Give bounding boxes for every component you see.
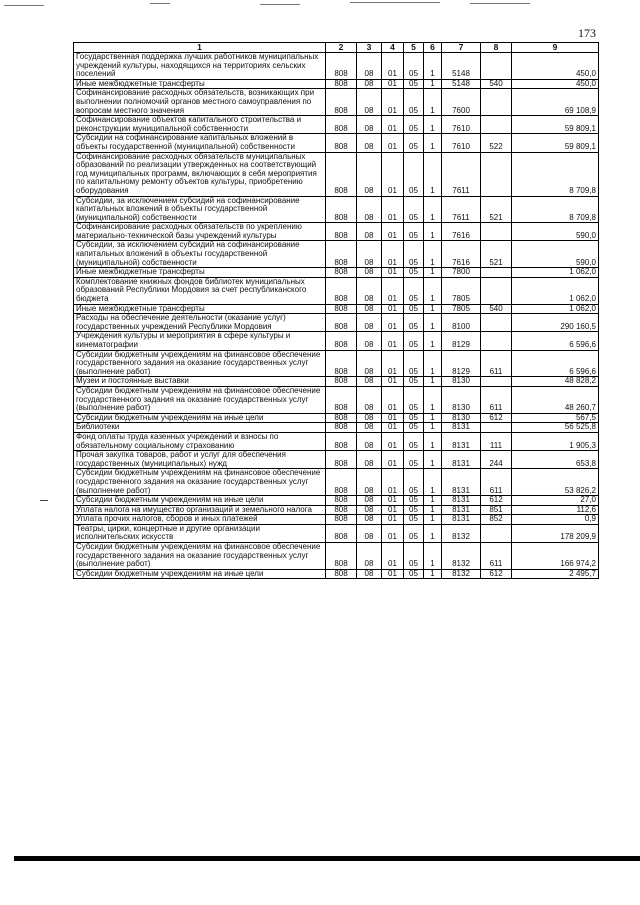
grbs-code-cell: 808	[326, 134, 357, 152]
scan-bottom-bar	[14, 856, 640, 861]
subprogram-code-cell: 1	[424, 223, 442, 241]
subprogram-code-cell: 1	[424, 304, 442, 314]
target-code-cell: 7805	[442, 277, 481, 304]
expense-type-cell: 611	[481, 386, 512, 413]
table-row	[74, 432, 599, 450]
row-name-cell: Комплектование книжных фондов библиотек муниципальных образований Республики Мордовия за счет республиканского бюджета	[74, 277, 326, 304]
grbs-code-cell: 808	[326, 432, 357, 450]
subprogram-code-cell: 1	[424, 469, 442, 496]
amount-cell: 48 260,7	[512, 386, 599, 413]
expense-type-cell	[481, 277, 512, 304]
amount-cell: 112,6	[512, 505, 599, 515]
subprogram-code-cell: 1	[424, 116, 442, 134]
program-code-cell: 05	[404, 314, 424, 332]
grbs-code-cell: 808	[326, 377, 357, 387]
program-code-cell: 05	[404, 469, 424, 496]
expense-type-cell: 611	[481, 543, 512, 570]
target-code-cell: 8131	[442, 496, 481, 506]
subprogram-code-cell: 1	[424, 196, 442, 223]
table-row	[74, 134, 599, 152]
amount-cell: 178 209,9	[512, 524, 599, 542]
subprogram-code-cell: 1	[424, 515, 442, 525]
target-code-cell: 8131	[442, 515, 481, 525]
section-code-cell: 08	[357, 196, 382, 223]
program-code-cell: 05	[404, 350, 424, 377]
amount-cell: 653,8	[512, 451, 599, 469]
row-name-cell: Расходы на обеспечение деятельности (оказание услуг) государственных учреждений Республики Мордовия	[74, 314, 326, 332]
table-row	[74, 469, 599, 496]
expense-type-cell	[481, 314, 512, 332]
table-row	[74, 53, 599, 80]
target-code-cell: 8131	[442, 423, 481, 433]
program-code-cell: 05	[404, 496, 424, 506]
amount-cell: 166 974,2	[512, 543, 599, 570]
amount-cell: 59 809,1	[512, 134, 599, 152]
expense-type-cell	[481, 332, 512, 350]
section-code-cell: 08	[357, 569, 382, 579]
amount-cell: 1 905,3	[512, 432, 599, 450]
row-name-cell: Прочая закупка товаров, работ и услуг для обеспечения государственных (муниципальных) нужд	[74, 451, 326, 469]
grbs-code-cell: 808	[326, 423, 357, 433]
amount-cell: 590,0	[512, 223, 599, 241]
subsection-code-cell: 01	[382, 469, 404, 496]
amount-cell: 8 709,8	[512, 152, 599, 196]
subprogram-code-cell: 1	[424, 89, 442, 116]
subprogram-code-cell: 1	[424, 496, 442, 506]
program-code-cell: 05	[404, 515, 424, 525]
subsection-code-cell: 01	[382, 152, 404, 196]
row-name-cell: Субсидии, за исключением субсидий на софинансирование капитальных вложений в объекты государственной (муниципальной) собственности	[74, 196, 326, 223]
expense-type-cell	[481, 423, 512, 433]
section-code-cell: 08	[357, 432, 382, 450]
subsection-code-cell: 01	[382, 432, 404, 450]
grbs-code-cell: 808	[326, 116, 357, 134]
expense-type-cell	[481, 223, 512, 241]
program-code-cell: 05	[404, 196, 424, 223]
target-code-cell: 7805	[442, 304, 481, 314]
program-code-cell: 05	[404, 377, 424, 387]
program-code-cell: 05	[404, 277, 424, 304]
target-code-cell: 7610	[442, 116, 481, 134]
subprogram-code-cell: 1	[424, 277, 442, 304]
subsection-code-cell: 01	[382, 543, 404, 570]
subprogram-code-cell: 1	[424, 432, 442, 450]
subprogram-code-cell: 1	[424, 314, 442, 332]
subprogram-code-cell: 1	[424, 413, 442, 423]
expense-type-cell: 540	[481, 304, 512, 314]
table-row	[74, 196, 599, 223]
row-name-cell: Софинансирование расходных обязательств, возникающих при выполнении полномочий органов местного самоуправления по вопросам местного значения	[74, 89, 326, 116]
expense-type-cell	[481, 116, 512, 134]
section-code-cell: 08	[357, 469, 382, 496]
row-name-cell: Софинансирование расходных обязательств по укреплению материально-технической базы учреждений культуры	[74, 223, 326, 241]
table-row	[74, 413, 599, 423]
subprogram-code-cell: 1	[424, 505, 442, 515]
expense-type-cell	[481, 89, 512, 116]
table-row	[74, 423, 599, 433]
section-code-cell: 08	[357, 350, 382, 377]
table-row	[74, 304, 599, 314]
program-code-cell: 05	[404, 134, 424, 152]
row-name-cell: Иные межбюджетные трансферты	[74, 79, 326, 89]
row-name-cell: Государственная поддержка лучших работников муниципальных учреждений культуры, находящихся на территориях сельских поселений	[74, 53, 326, 80]
target-code-cell: 8130	[442, 413, 481, 423]
subprogram-code-cell: 1	[424, 386, 442, 413]
table-row	[74, 543, 599, 570]
program-code-cell: 05	[404, 116, 424, 134]
target-code-cell: 7600	[442, 89, 481, 116]
grbs-code-cell: 808	[326, 505, 357, 515]
expense-type-cell: 521	[481, 196, 512, 223]
grbs-code-cell: 808	[326, 79, 357, 89]
amount-cell: 59 809,1	[512, 116, 599, 134]
subprogram-code-cell: 1	[424, 268, 442, 278]
section-code-cell: 08	[357, 116, 382, 134]
section-code-cell: 08	[357, 332, 382, 350]
target-code-cell: 8129	[442, 350, 481, 377]
table-row	[74, 524, 599, 542]
subsection-code-cell: 01	[382, 423, 404, 433]
amount-cell: 69 108,9	[512, 89, 599, 116]
row-name-cell: Субсидии бюджетным учреждениям на финансовое обеспечение государственного задания на оказание государственных услуг (выполнение работ)	[74, 543, 326, 570]
section-code-cell: 08	[357, 152, 382, 196]
scan-edge-marks	[0, 2, 640, 8]
section-code-cell: 08	[357, 515, 382, 525]
program-code-cell: 05	[404, 79, 424, 89]
target-code-cell: 8130	[442, 377, 481, 387]
expense-type-cell: 521	[481, 241, 512, 268]
grbs-code-cell: 808	[326, 569, 357, 579]
row-name-cell: Уплата прочих налогов, сборов и иных платежей	[74, 515, 326, 525]
section-code-cell: 08	[357, 451, 382, 469]
subprogram-code-cell: 1	[424, 524, 442, 542]
row-name-cell: Библиотеки	[74, 423, 326, 433]
amount-cell: 53 826,2	[512, 469, 599, 496]
column-header: 2	[326, 43, 357, 53]
column-header: 3	[357, 43, 382, 53]
section-code-cell: 08	[357, 496, 382, 506]
subsection-code-cell: 01	[382, 451, 404, 469]
section-code-cell: 08	[357, 268, 382, 278]
table-header-row	[74, 43, 599, 53]
target-code-cell: 8131	[442, 505, 481, 515]
table-row	[74, 79, 599, 89]
grbs-code-cell: 808	[326, 469, 357, 496]
row-name-cell: Иные межбюджетные трансферты	[74, 268, 326, 278]
subsection-code-cell: 01	[382, 196, 404, 223]
program-code-cell: 05	[404, 223, 424, 241]
subsection-code-cell: 01	[382, 89, 404, 116]
table-row	[74, 241, 599, 268]
subprogram-code-cell: 1	[424, 423, 442, 433]
grbs-code-cell: 808	[326, 304, 357, 314]
table-row	[74, 377, 599, 387]
target-code-cell: 7616	[442, 241, 481, 268]
program-code-cell: 05	[404, 543, 424, 570]
amount-cell: 567,5	[512, 413, 599, 423]
row-name-cell: Театры, цирки, концертные и другие организации исполнительских искусств	[74, 524, 326, 542]
table-row	[74, 496, 599, 506]
row-name-cell: Софинансирование расходных обязательств муниципальных образований по реализации утвержденных на соответствующий год муниципальных программ, включающих в себя мероприятия по капитальному ремонту объектов культуры, приобретению оборудования	[74, 152, 326, 196]
program-code-cell: 05	[404, 268, 424, 278]
subsection-code-cell: 01	[382, 116, 404, 134]
program-code-cell: 05	[404, 505, 424, 515]
row-name-cell: Субсидии бюджетным учреждениям на иные цели	[74, 413, 326, 423]
section-code-cell: 08	[357, 413, 382, 423]
program-code-cell: 05	[404, 432, 424, 450]
program-code-cell: 05	[404, 413, 424, 423]
program-code-cell: 05	[404, 386, 424, 413]
row-name-cell: Субсидии бюджетным учреждениям на финансовое обеспечение государственного задания на оказание государственных услуг (выполнение работ)	[74, 469, 326, 496]
section-code-cell: 08	[357, 79, 382, 89]
amount-cell: 450,0	[512, 79, 599, 89]
grbs-code-cell: 808	[326, 314, 357, 332]
grbs-code-cell: 808	[326, 268, 357, 278]
table-row	[74, 277, 599, 304]
subsection-code-cell: 01	[382, 134, 404, 152]
section-code-cell: 08	[357, 423, 382, 433]
program-code-cell: 05	[404, 569, 424, 579]
grbs-code-cell: 808	[326, 241, 357, 268]
row-name-cell: Субсидии, за исключением субсидий на софинансирование капитальных вложений в объекты государственной (муниципальной) собственности	[74, 241, 326, 268]
grbs-code-cell: 808	[326, 53, 357, 80]
subsection-code-cell: 01	[382, 241, 404, 268]
page-number: 173	[578, 26, 596, 40]
target-code-cell: 5148	[442, 79, 481, 89]
target-code-cell: 8132	[442, 524, 481, 542]
expense-type-cell: 540	[481, 79, 512, 89]
subprogram-code-cell: 1	[424, 241, 442, 268]
expense-type-cell: 612	[481, 496, 512, 506]
subsection-code-cell: 01	[382, 350, 404, 377]
section-code-cell: 08	[357, 524, 382, 542]
amount-cell: 6 596,6	[512, 350, 599, 377]
program-code-cell: 05	[404, 451, 424, 469]
expense-type-cell	[481, 524, 512, 542]
section-code-cell: 08	[357, 543, 382, 570]
section-code-cell: 08	[357, 377, 382, 387]
column-header: 6	[424, 43, 442, 53]
row-name-cell: Фонд оплаты труда казенных учреждений и взносы по обязательному социальному страхованию	[74, 432, 326, 450]
amount-cell: 1 062,0	[512, 268, 599, 278]
column-header: 4	[382, 43, 404, 53]
program-code-cell: 05	[404, 241, 424, 268]
subsection-code-cell: 01	[382, 223, 404, 241]
table-row	[74, 569, 599, 579]
subsection-code-cell: 01	[382, 569, 404, 579]
expense-type-cell: 852	[481, 515, 512, 525]
column-header: 7	[442, 43, 481, 53]
row-name-cell: Музеи и постоянные выставки	[74, 377, 326, 387]
grbs-code-cell: 808	[326, 277, 357, 304]
grbs-code-cell: 808	[326, 332, 357, 350]
subprogram-code-cell: 1	[424, 134, 442, 152]
amount-cell: 2 495,7	[512, 569, 599, 579]
grbs-code-cell: 808	[326, 543, 357, 570]
target-code-cell: 5148	[442, 53, 481, 80]
subprogram-code-cell: 1	[424, 543, 442, 570]
target-code-cell: 8129	[442, 332, 481, 350]
column-header: 5	[404, 43, 424, 53]
amount-cell: 8 709,8	[512, 196, 599, 223]
grbs-code-cell: 808	[326, 515, 357, 525]
amount-cell: 1 062,0	[512, 304, 599, 314]
table-row	[74, 332, 599, 350]
amount-cell: 48 828,2	[512, 377, 599, 387]
expense-type-cell: 612	[481, 569, 512, 579]
subprogram-code-cell: 1	[424, 451, 442, 469]
row-name-cell: Субсидии бюджетным учреждениям на финансовое обеспечение государственного задания на оказание государственных услуг (выполнение работ)	[74, 350, 326, 377]
subprogram-code-cell: 1	[424, 350, 442, 377]
target-code-cell: 8130	[442, 386, 481, 413]
table-row	[74, 451, 599, 469]
subsection-code-cell: 01	[382, 314, 404, 332]
subsection-code-cell: 01	[382, 505, 404, 515]
program-code-cell: 05	[404, 53, 424, 80]
expense-type-cell	[481, 53, 512, 80]
amount-cell: 590,0	[512, 241, 599, 268]
table-row	[74, 223, 599, 241]
grbs-code-cell: 808	[326, 196, 357, 223]
program-code-cell: 05	[404, 423, 424, 433]
expense-type-cell	[481, 268, 512, 278]
program-code-cell: 05	[404, 152, 424, 196]
expense-type-cell: 611	[481, 469, 512, 496]
grbs-code-cell: 808	[326, 223, 357, 241]
section-code-cell: 08	[357, 505, 382, 515]
section-code-cell: 08	[357, 386, 382, 413]
expense-type-cell: 522	[481, 134, 512, 152]
grbs-code-cell: 808	[326, 524, 357, 542]
expense-type-cell	[481, 377, 512, 387]
subsection-code-cell: 01	[382, 515, 404, 525]
target-code-cell: 8132	[442, 569, 481, 579]
amount-cell: 1 062,0	[512, 277, 599, 304]
subsection-code-cell: 01	[382, 524, 404, 542]
amount-cell: 450,0	[512, 53, 599, 80]
row-name-cell: Учреждения культуры и мероприятия в сфере культуры и кинематографии	[74, 332, 326, 350]
section-code-cell: 08	[357, 314, 382, 332]
subsection-code-cell: 01	[382, 268, 404, 278]
table-row	[74, 89, 599, 116]
subsection-code-cell: 01	[382, 413, 404, 423]
row-name-cell: Субсидии бюджетным учреждениям на иные цели	[74, 496, 326, 506]
subprogram-code-cell: 1	[424, 569, 442, 579]
subsection-code-cell: 01	[382, 79, 404, 89]
subsection-code-cell: 01	[382, 277, 404, 304]
budget-table	[73, 42, 599, 579]
section-code-cell: 08	[357, 134, 382, 152]
grbs-code-cell: 808	[326, 152, 357, 196]
table-row	[74, 152, 599, 196]
grbs-code-cell: 808	[326, 413, 357, 423]
section-code-cell: 08	[357, 89, 382, 116]
grbs-code-cell: 808	[326, 89, 357, 116]
table-row	[74, 505, 599, 515]
subsection-code-cell: 01	[382, 304, 404, 314]
section-code-cell: 08	[357, 223, 382, 241]
expense-type-cell: 851	[481, 505, 512, 515]
subsection-code-cell: 01	[382, 332, 404, 350]
expense-type-cell	[481, 152, 512, 196]
grbs-code-cell: 808	[326, 386, 357, 413]
subsection-code-cell: 01	[382, 53, 404, 80]
expense-type-cell: 612	[481, 413, 512, 423]
subprogram-code-cell: 1	[424, 332, 442, 350]
amount-cell: 0,9	[512, 515, 599, 525]
column-header: 1	[74, 43, 326, 53]
program-code-cell: 05	[404, 89, 424, 116]
section-code-cell: 08	[357, 304, 382, 314]
grbs-code-cell: 808	[326, 451, 357, 469]
row-name-cell: Уплата налога на имущество организаций и земельного налога	[74, 505, 326, 515]
subprogram-code-cell: 1	[424, 377, 442, 387]
row-name-cell: Субсидии бюджетным учреждениям на финансовое обеспечение государственного задания на оказание государственных услуг (выполнение работ)	[74, 386, 326, 413]
program-code-cell: 05	[404, 304, 424, 314]
section-code-cell: 08	[357, 277, 382, 304]
scan-mark	[40, 500, 48, 501]
grbs-code-cell: 808	[326, 350, 357, 377]
program-code-cell: 05	[404, 524, 424, 542]
amount-cell: 27,0	[512, 496, 599, 506]
subprogram-code-cell: 1	[424, 53, 442, 80]
row-name-cell: Субсидии бюджетным учреждениям на иные цели	[74, 569, 326, 579]
table-row	[74, 116, 599, 134]
expense-type-cell: 111	[481, 432, 512, 450]
target-code-cell: 7616	[442, 223, 481, 241]
table-row	[74, 515, 599, 525]
amount-cell: 56 525,8	[512, 423, 599, 433]
column-header: 9	[512, 43, 599, 53]
amount-cell: 290 160,5	[512, 314, 599, 332]
row-name-cell: Софинансирование объектов капитального строительства и реконструкции муниципальной собственности	[74, 116, 326, 134]
table-row	[74, 314, 599, 332]
table-row	[74, 350, 599, 377]
target-code-cell: 8132	[442, 543, 481, 570]
target-code-cell: 7610	[442, 134, 481, 152]
subprogram-code-cell: 1	[424, 152, 442, 196]
subprogram-code-cell: 1	[424, 79, 442, 89]
target-code-cell: 8131	[442, 469, 481, 496]
section-code-cell: 08	[357, 53, 382, 80]
target-code-cell: 7800	[442, 268, 481, 278]
table-row	[74, 386, 599, 413]
table-row	[74, 268, 599, 278]
column-header: 8	[481, 43, 512, 53]
row-name-cell: Иные межбюджетные трансферты	[74, 304, 326, 314]
subsection-code-cell: 01	[382, 386, 404, 413]
target-code-cell: 7611	[442, 196, 481, 223]
row-name-cell: Субсидии на софинансирование капитальных вложений в объекты государственной (муниципальной) собственности	[74, 134, 326, 152]
target-code-cell: 8131	[442, 451, 481, 469]
target-code-cell: 8100	[442, 314, 481, 332]
section-code-cell: 08	[357, 241, 382, 268]
expense-type-cell: 611	[481, 350, 512, 377]
grbs-code-cell: 808	[326, 496, 357, 506]
subsection-code-cell: 01	[382, 496, 404, 506]
table-body	[74, 53, 599, 579]
expense-type-cell: 244	[481, 451, 512, 469]
target-code-cell: 7611	[442, 152, 481, 196]
program-code-cell: 05	[404, 332, 424, 350]
amount-cell: 6 596,6	[512, 332, 599, 350]
target-code-cell: 8131	[442, 432, 481, 450]
subsection-code-cell: 01	[382, 377, 404, 387]
